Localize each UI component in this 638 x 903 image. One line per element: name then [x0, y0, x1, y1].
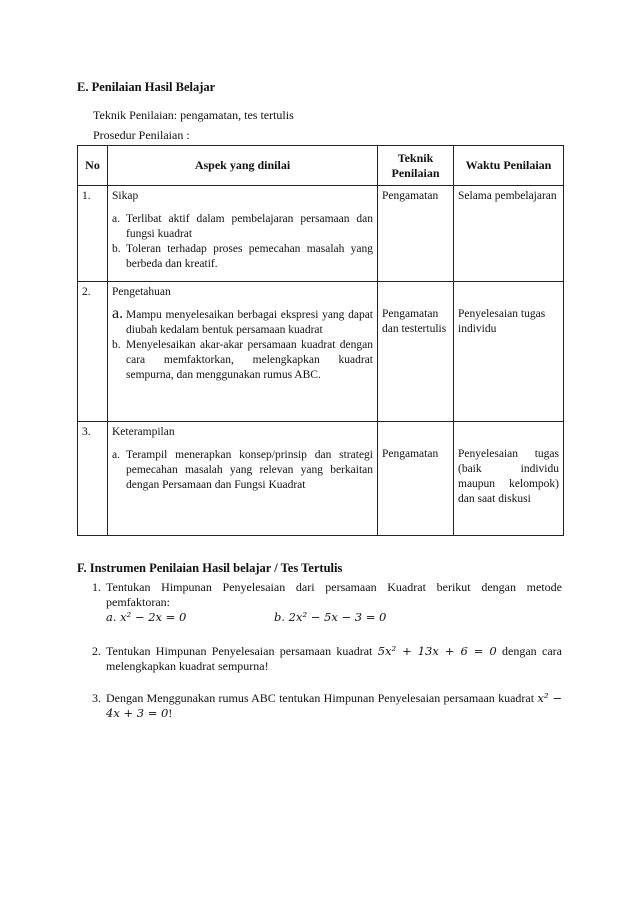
list-marker: b. — [112, 243, 121, 255]
assessment-table — [77, 145, 564, 536]
list-item-text: Toleran terhadap proses pemecahan masalah yang berbeda dan kreatif. — [126, 243, 373, 270]
sub-question-a: a. x² − 2x = 0 — [106, 610, 187, 624]
table-header-row — [78, 146, 564, 186]
teknik-cell: Pengamatan — [378, 186, 454, 282]
header-no: No — [78, 146, 108, 186]
aspek-cell — [108, 422, 378, 536]
aspek-list — [112, 448, 373, 493]
question-equation: x² − 4x + 3 = 0 — [106, 691, 563, 720]
aspek-list — [112, 212, 373, 272]
waktu-cell — [454, 422, 564, 536]
aspek-title: Keterampilan — [112, 426, 175, 438]
question-number: 1. — [92, 580, 101, 594]
prosedur-penilaian-text: Prosedur Penilaian : — [93, 128, 190, 142]
section-e-heading: E. Penilaian Hasil Belajar — [77, 80, 216, 94]
question-text: Dengan Menggunakan rumus ABC tentukan Himpunan Penyelesaian persamaan kuadrat — [106, 691, 538, 705]
section-f-heading: F. Instrumen Penilaian Hasil belajar / Tes Tertulis — [77, 561, 343, 575]
aspek-title: Pengetahuan — [112, 286, 171, 298]
aspek-cell — [108, 186, 378, 282]
row-number: 1. — [78, 186, 108, 282]
list-marker: b. — [112, 339, 121, 351]
question-item — [92, 691, 562, 721]
teknik-text: Pengamatan — [382, 448, 439, 460]
question-item — [92, 644, 562, 674]
row-number: 3. — [78, 422, 108, 536]
aspek-list — [112, 305, 373, 383]
question-text-end: ! — [168, 706, 173, 720]
header-waktu: Waktu Penilaian — [454, 146, 564, 186]
aspek-cell — [108, 282, 378, 422]
list-item — [112, 212, 373, 242]
question-item — [92, 580, 562, 627]
list-marker: a. — [112, 213, 120, 225]
row-number: 2. — [78, 282, 108, 422]
question-text-end: dengan cara melengkapkan kuadrat sempurna! — [106, 644, 562, 673]
teknik-penilaian-text: Teknik Penilaian: pengamatan, tes tertulis — [93, 108, 294, 122]
list-item — [112, 338, 373, 383]
list-item-text: Terlibat aktif dalam pembelajaran persamaan dan fungsi kuadrat — [126, 213, 373, 240]
teknik-cell — [378, 282, 454, 422]
list-marker: a. — [112, 305, 124, 322]
sub-questions — [106, 610, 562, 627]
list-item — [112, 448, 373, 493]
sub-question-b: b. 2x² − 5x − 3 = 0 — [274, 610, 387, 624]
question-equation: 5x² + 13x + 6 = 0 — [377, 644, 497, 658]
question-list — [92, 580, 562, 721]
waktu-text: Penyelesaian tugas individu — [458, 308, 546, 335]
list-marker: a. — [112, 449, 120, 461]
teknik-text: Pengamatan dan testertulis — [382, 308, 447, 335]
table-row — [78, 282, 564, 422]
waktu-text: Penyelesaian tugas (baik individu maupun kelompok) dan saat diskusi — [458, 448, 559, 505]
header-aspek: Aspek yang dinilai — [108, 146, 378, 186]
list-item-text: Menyelesaikan akar-akar persamaan kuadrat dengan cara memfaktorkan, melengkapkan kuadrat sempurna, dan menggunakan rumus ABC. — [126, 339, 373, 381]
teknik-cell — [378, 422, 454, 536]
waktu-cell — [454, 282, 564, 422]
list-item — [112, 305, 373, 338]
question-number: 2. — [92, 644, 101, 658]
table-row — [78, 422, 564, 536]
question-number: 3. — [92, 691, 101, 705]
question-text: Tentukan Himpunan Penyelesaian persamaan kuadrat — [106, 644, 378, 658]
list-item-text: Terampil menerapkan konsep/prinsip dan strategi pemecahan masalah yang relevan yang berkaitan dengan Persamaan dan Fungsi Kuadrat — [126, 449, 373, 491]
header-teknik: Teknik Penilaian — [378, 146, 454, 186]
list-item-text: Mampu menyelesaikan berbagai ekspresi yang dapat diubah kedalam bentuk persamaan kuadrat — [126, 309, 373, 336]
table-row — [78, 186, 564, 282]
question-text: Tentukan Himpunan Penyelesaian dari persamaan Kuadrat berikut dengan metode pemfaktoran: — [106, 580, 562, 609]
list-item — [112, 242, 373, 272]
aspek-title: Sikap — [112, 190, 139, 202]
waktu-cell: Selama pembelajaran — [454, 186, 564, 282]
